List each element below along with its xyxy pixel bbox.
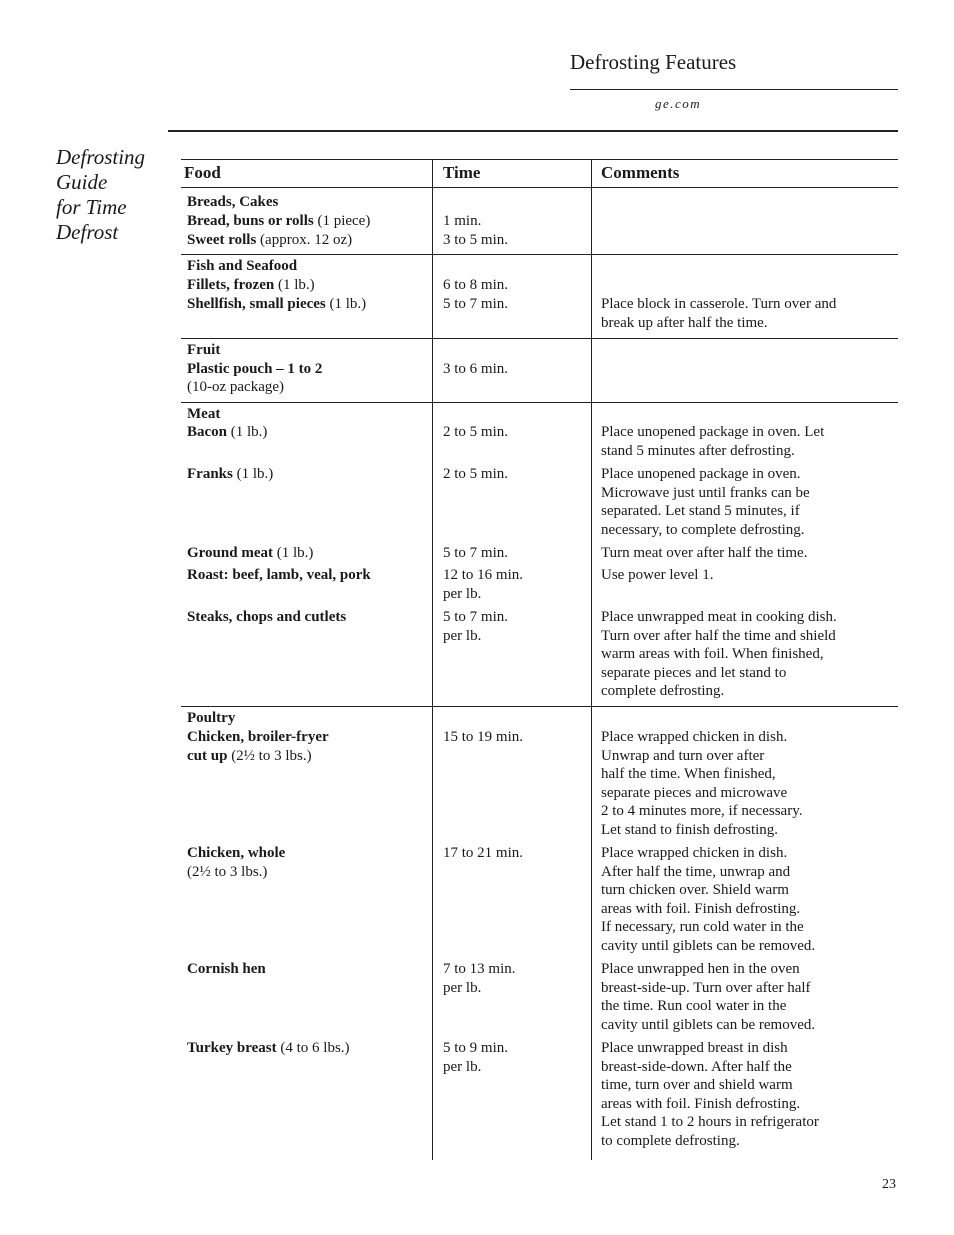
table-row: Franks (1 lb.) bbox=[187, 466, 274, 482]
time-cell: 5 to 7 min. per lb. bbox=[443, 609, 509, 644]
table-row: Chicken, broiler-fryer cut up (2½ to 3 lbs.) bbox=[187, 729, 329, 764]
comment-cell: Place unwrapped hen in the oven breast-side-up. Turn over after half the time. Run cool water in the cavity until giblets can be removed. bbox=[601, 961, 816, 1033]
group-meat bbox=[181, 403, 898, 707]
table-row: Sweet rolls (approx. 12 oz) bbox=[187, 232, 353, 248]
time-cell: 3 to 5 min. bbox=[443, 232, 509, 248]
comment-cell: Place wrapped chicken in dish. After half the time, unwrap and turn chicken over. Shield warm areas with foil. Finish defrosting. If necessary, run cold water in the cavity until giblets can be removed. bbox=[601, 845, 816, 954]
group-poultry bbox=[181, 707, 898, 1160]
table-row: Bread, buns or rolls (1 piece) bbox=[187, 213, 371, 229]
table-row: Fillets, frozen (1 lb.) bbox=[187, 277, 315, 293]
comment-cell: Place unwrapped meat in cooking dish. Turn over after half the time and shield warm areas with foil. When finished, separate pieces and let stand to complete defrosting. bbox=[601, 609, 837, 700]
table-row: Chicken, whole (2½ to 3 lbs.) bbox=[187, 845, 286, 880]
guide-title-line: Defrosting bbox=[56, 145, 146, 169]
time-cell: 5 to 7 min. bbox=[443, 296, 509, 312]
column-header-comments: Comments bbox=[601, 163, 680, 182]
table-row: Bacon (1 lb.) bbox=[187, 424, 268, 440]
group-fish-seafood bbox=[181, 255, 898, 339]
table-row: Steaks, chops and cutlets bbox=[187, 609, 347, 625]
group-heading: Meat bbox=[187, 406, 221, 422]
table-row: Cornish hen bbox=[187, 961, 266, 977]
time-cell: 2 to 5 min. bbox=[443, 466, 509, 482]
comment-cell: Turn meat over after half the time. bbox=[601, 545, 808, 561]
time-cell: 2 to 5 min. bbox=[443, 424, 509, 440]
table-row: Roast: beef, lamb, veal, pork bbox=[187, 567, 371, 583]
page-divider bbox=[168, 130, 898, 132]
time-cell: 7 to 13 min. per lb. bbox=[443, 961, 516, 996]
time-cell: 5 to 7 min. bbox=[443, 545, 509, 561]
group-breads-cakes bbox=[181, 188, 898, 255]
group-heading: Poultry bbox=[187, 710, 236, 726]
time-cell: 5 to 9 min. per lb. bbox=[443, 1040, 509, 1075]
guide-title bbox=[56, 145, 166, 245]
table-top-rule bbox=[181, 159, 898, 160]
section-title: Defrosting Features bbox=[570, 50, 737, 74]
time-cell: 3 to 6 min. bbox=[443, 361, 509, 377]
table-row: Plastic pouch – 1 to 2 bbox=[187, 361, 323, 377]
comment-cell: Place unopened package in oven. Microwave just until franks can be separated. Let stand 5 minutes, if necessary, to complete defrosting. bbox=[601, 466, 810, 538]
time-cell: 17 to 21 min. bbox=[443, 845, 524, 861]
comment-cell: Place unopened package in oven. Let stand 5 minutes after defrosting. bbox=[601, 424, 825, 459]
time-cell: 6 to 8 min. bbox=[443, 277, 509, 293]
comment-cell: Place wrapped chicken in dish. Unwrap and turn over after half the time. When finished, separate pieces and microwave 2 to 4 minutes more, if necessary. Let stand to finish defrosting. bbox=[601, 729, 803, 838]
group-heading: Fruit bbox=[187, 342, 221, 358]
header-divider bbox=[570, 89, 898, 90]
time-cell: 1 min. bbox=[443, 213, 482, 229]
defrost-table bbox=[181, 159, 898, 1160]
time-cell: 12 to 16 min. per lb. bbox=[443, 567, 524, 602]
group-heading: Breads, Cakes bbox=[187, 194, 279, 210]
comment-cell: Place block in casserole. Turn over and break up after half the time. bbox=[601, 296, 837, 331]
guide-title-line: Guide bbox=[56, 170, 108, 194]
guide-title-line: Defrost bbox=[56, 220, 119, 244]
group-heading: Fish and Seafood bbox=[187, 258, 298, 274]
comment-cell: Use power level 1. bbox=[601, 567, 714, 583]
website-label: ge.com bbox=[655, 96, 702, 111]
column-header-time: Time bbox=[443, 163, 481, 182]
table-row: Turkey breast (4 to 6 lbs.) bbox=[187, 1040, 350, 1056]
guide-title-line: for Time bbox=[56, 195, 127, 219]
group-fruit bbox=[181, 339, 898, 403]
time-cell: 15 to 19 min. bbox=[443, 729, 524, 745]
table-row: Ground meat (1 lb.) bbox=[187, 545, 314, 561]
table-row: Shellfish, small pieces (1 lb.) bbox=[187, 296, 367, 312]
column-header-food: Food bbox=[184, 163, 221, 182]
comment-cell: Place unwrapped breast in dish breast-side-down. After half the time, turn over and shield warm areas with foil. Finish defrosting. Let stand 1 to 2 hours in refrigerator to complete defrosting. bbox=[601, 1040, 819, 1149]
food-note: (10-oz package) bbox=[187, 379, 285, 395]
page-number: 23 bbox=[882, 1177, 896, 1192]
